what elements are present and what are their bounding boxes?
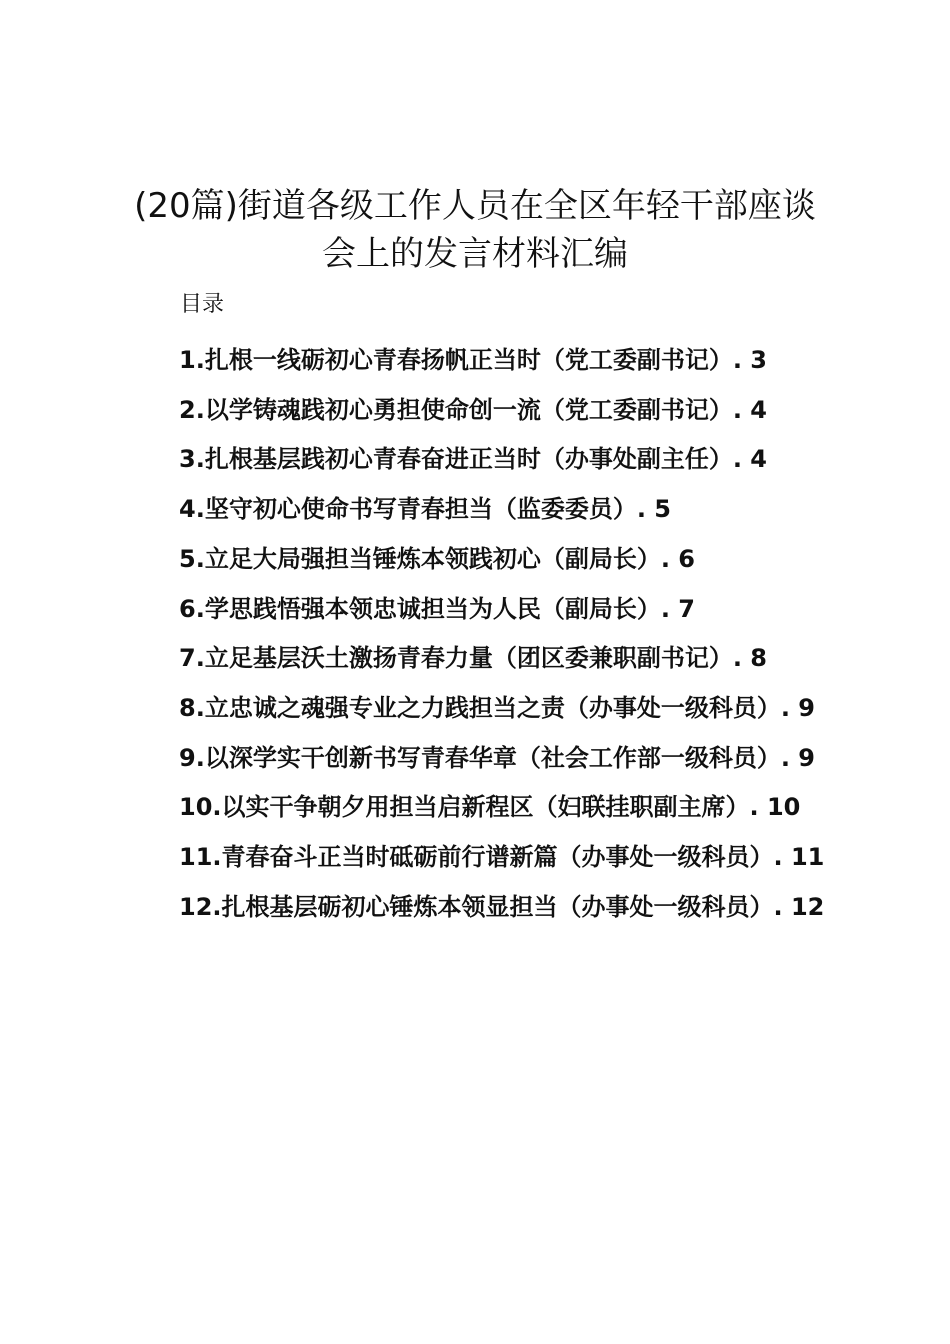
toc-entry-3[interactable]: 3.扎根基层践初心青春奋进正当时（办事处副主任）. 4 <box>179 445 767 474</box>
document-title: (20篇)街道各级工作人员在全区年轻干部座谈会上的发言材料汇编 <box>134 186 816 274</box>
toc-entry-1[interactable]: 1.扎根一线砺初心青春扬帆正当时（党工委副书记）. 3 <box>179 346 767 374</box>
toc-entry-9[interactable]: 9.以深学实干创新书写青春华章（社会工作部一级科员）. 9 <box>179 743 815 772</box>
table-of-contents <box>128 336 838 932</box>
toc-entry-4[interactable]: 4.坚守初心使命书写青春担当（监委委员）. 5 <box>179 495 671 524</box>
toc-label: 目录 <box>180 292 225 317</box>
toc-entry-2[interactable]: 2.以学铸魂践初心勇担使命创一流（党工委副书记）. 4 <box>179 395 767 424</box>
toc-entry-7[interactable]: 7.立足基层沃土激扬青春力量（团区委兼职副书记）. 8 <box>179 644 767 673</box>
toc-entry-11[interactable]: 11.青春奋斗正当时砥砺前行谱新篇（办事处一级科员）. 11 <box>179 843 825 872</box>
toc-entry-8[interactable]: 8.立忠诚之魂强专业之力践担当之责（办事处一级科员）. 9 <box>179 693 815 722</box>
toc-entry-10[interactable]: 10.以实干争朝夕用担当启新程区（妇联挂职副主席）. 10 <box>179 793 801 822</box>
toc-entry-5[interactable]: 5.立足大局强担当锤炼本领践初心（副局长）. 6 <box>179 544 695 573</box>
toc-entry-12[interactable]: 12.扎根基层砺初心锤炼本领显担当（办事处一级科员）. 12 <box>179 892 825 921</box>
toc-entry-6[interactable]: 6.学思践悟强本领忠诚担当为人民（副局长）. 7 <box>179 594 695 623</box>
